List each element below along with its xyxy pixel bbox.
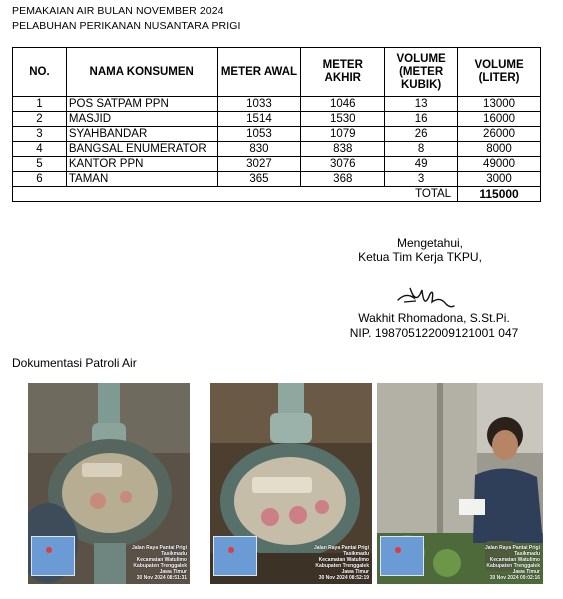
row-no: 4 [13,142,67,157]
row-no: 2 [13,112,67,127]
row-volume-m3: 16 [385,112,458,127]
row-volume-liter: 49000 [458,157,541,172]
row-no: 5 [13,157,67,172]
col-header-meter-start: METER AWAL [217,48,301,97]
row-meter-end: 1046 [301,97,385,112]
officer-recording-photo [377,383,543,584]
row-meter-end: 3076 [301,157,385,172]
table-row [13,97,541,112]
row-volume-liter: 13000 [458,97,541,112]
row-name: BANGSAL ENUMERATOR [66,142,217,157]
row-volume-liter: 26000 [458,127,541,142]
row-volume-m3: 13 [385,97,458,112]
row-name: POS SATPAM PPN [66,97,217,112]
row-volume-liter: 3000 [458,172,541,187]
col-header-name: NAMA KONSUMEN [66,48,217,97]
row-no: 6 [13,172,67,187]
total-value: 115000 [458,187,541,202]
documentation-title: Dokumentasi Patroli Air [12,356,137,370]
col-header-volume-liter: VOLUME (LITER) [458,48,541,97]
row-volume-m3: 8 [385,142,458,157]
row-volume-m3: 26 [385,127,458,142]
photo-location-stamp: Jalan Raya Pantai Prigi Tasikmadu Kecamatan Watulimo Kabupaten Trenggalek Jawa Timur 30 Nov 2024 08:51:31 [131,545,187,581]
row-no: 3 [13,127,67,142]
location-map-thumbnail [213,536,257,576]
row-name: MASJID [66,112,217,127]
signer-role: Ketua Tim Kerja TKPU, [358,250,482,264]
photo-location-stamp: Jalan Raya Pantai Prigi Tasikmadu Kecamatan Watulimo Kabupaten Trenggalek Jawa Timur 30 Nov 2024 09:02:16 [484,545,540,581]
col-header-no: NO. [13,48,67,97]
table-row [13,172,541,187]
water-meter-photo [28,383,190,584]
row-meter-start: 3027 [217,157,301,172]
water-usage-table [12,47,541,202]
total-blank [13,187,385,202]
row-meter-end: 838 [301,142,385,157]
row-meter-start: 1053 [217,127,301,142]
table-header-row [13,48,541,97]
row-name: TAMAN [66,172,217,187]
photo-location-stamp: Jalan Raya Pantai Prigi Tasikmadu Kecamatan Watulimo Kabupaten Trenggalek Jawa Timur 30 Nov 2024 08:52:19 [313,545,369,581]
report-subtitle: PELABUHAN PERIKANAN NUSANTARA PRIGI [12,20,241,32]
row-meter-end: 368 [301,172,385,187]
water-meter-closeup-photo [210,383,372,584]
total-label: TOTAL [385,187,458,202]
row-meter-start: 1033 [217,97,301,112]
row-meter-start: 830 [217,142,301,157]
row-meter-end: 1530 [301,112,385,127]
report-title: PEMAKAIAN AIR BULAN NOVEMBER 2024 [12,5,224,17]
total-row [13,187,541,202]
row-meter-start: 365 [217,172,301,187]
table-row [13,112,541,127]
row-name: KANTOR PPN [66,157,217,172]
table-row [13,127,541,142]
row-volume-m3: 3 [385,172,458,187]
table-row [13,157,541,172]
row-volume-liter: 8000 [458,142,541,157]
row-meter-end: 1079 [301,127,385,142]
col-header-meter-end: METER AKHIR [301,48,385,97]
row-name: SYAHBANDAR [66,127,217,142]
signer-name: Wakhit Rhomadona, S.St.Pi. [358,311,510,325]
handwritten-signature [396,280,456,314]
row-volume-m3: 49 [385,157,458,172]
row-no: 1 [13,97,67,112]
col-header-volume-m3: VOLUME (METER KUBIK) [385,48,458,97]
location-map-thumbnail [380,536,424,576]
row-meter-start: 1514 [217,112,301,127]
acknowledged-label: Mengetahui, [396,236,464,250]
row-volume-liter: 16000 [458,112,541,127]
signer-nip: NIP. 198705122009121001 047 [349,326,519,340]
table-row [13,142,541,157]
location-map-thumbnail [31,536,75,576]
